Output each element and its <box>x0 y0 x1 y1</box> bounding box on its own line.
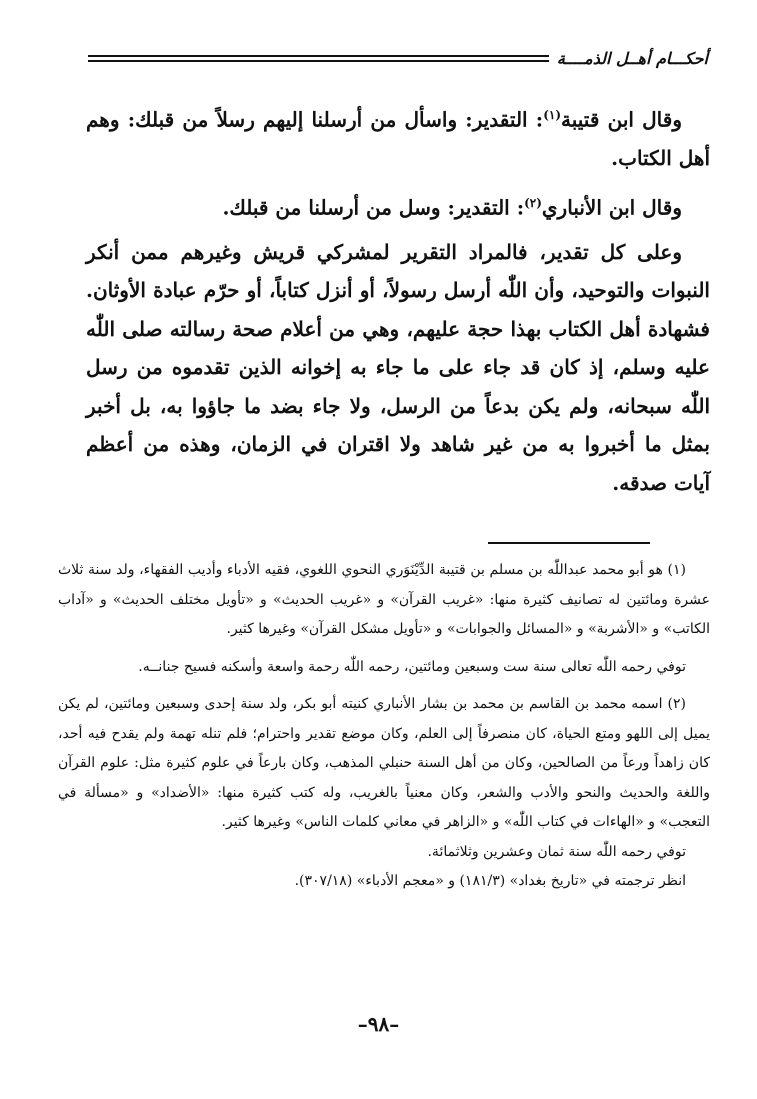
paragraph-ibn-qutaybah <box>86 96 710 178</box>
running-header <box>88 46 708 70</box>
footnote-2-sources: انظر ترجمته في «تاريخ بغداد» (١٨١/٣) و «معجم الأدباء» (٣٠٧/١٨). <box>294 873 686 889</box>
footnote-ref-2: (٢) <box>524 195 542 210</box>
paragraph-ibn-al-anbari <box>86 184 710 227</box>
footnote-1: (١) هو أبو محمد عبداللّٰه بن مسلم بن قتيبة الدِّيْنَوَري النحوي اللغوي، فقيه الأدباء وأديب الفقهاء، ولد سنة ثلاث عشرة ومائتين له تصانيف كثيرة منها: «غريب القرآن» و «غريب الحديث» و «تأويل مختلف الحديث» و «آداب الكاتب» و «الأشربة» و «المسائل والجوابات» و «تأويل مشكل القرآن» وغيرها كثير. <box>58 562 710 637</box>
footnote-1-death: توفي رحمه اللّٰه تعالى سنة ست وسبعين ومائتين، رحمه اللّٰه رحمة واسعة وأسكنه فسيح جنانــه. <box>138 658 686 675</box>
paragraph-conclusion: وعلى كل تقدير، فالمراد التقرير لمشركي قريش وغيرهم ممن أنكر النبوات والتوحيد، وأن اللّٰه أرسل رسولاً، أو أنزل كتاباً، أو حرّم عبادة الأوثان. فشهادة أهل الكتاب بهذا حجة عليهم، وهي من أعلام صحة رسالته صلى اللّٰه عليه وسلم، إذ كان قد جاء على ما جاء به إخوانه الذين تقدموه من رسل اللّٰه سبحانه، ولم يكن بدعاً من الرسل، ولا جاء بضد ما جاؤوا به، بل أخبر بمثل ما أخبروا به من غير شاهد ولا اقتران في الزمان، وهذه من أعظم آيات صدقه. <box>86 239 710 495</box>
header-title: أحكـــام أهــل الذمــــة <box>556 48 708 68</box>
paragraph-text: وقال ابن قتيبة <box>561 107 682 132</box>
footnote-2: (٢) اسمه محمد بن القاسم بن محمد بن بشار الأنباري كنيته أبو بكر، ولد سنة إحدى وسبعين ومائتين، لم يكن يميل إلى اللهو ومتع الحياة، كان منصرفاً إلى العلم، وكان موضع تقدير واحترام؛ فلم تنله تهمة ولم يقدح فيه أحد، كان زاهداً ورعاً من الصالحين، وكان من أهل السنة حنبلي المذهب، وكان بارعاً في علوم كثيرة مثل: علوم القرآن واللغة والحديث والنحو والأدب والشعر، وكان معنياً بالغريب، وله كتب كثيرة منها: «الأضداد» و «مسألة في التعجب» و «الهاءات في كتاب اللّٰه» و «الزاهر في معاني كلمات الناس» وغيرها كثير. <box>58 696 710 830</box>
header-double-rule <box>88 55 549 62</box>
paragraph-text: وقال ابن الأنباري <box>541 195 682 220</box>
main-text <box>86 96 710 508</box>
paragraph-text: : التقدير: واسأل من أرسلنا إليهم رسلاً من قبلك: وهم أهل الكتاب. <box>86 107 710 171</box>
footnote-separator <box>488 542 650 544</box>
paragraph-text: : التقدير: وسل من أرسلنا من قبلك. <box>222 195 525 220</box>
footnote-ref-1: (١) <box>543 108 562 122</box>
page-number: –٩٨– <box>357 1012 400 1036</box>
footnotes <box>58 556 710 897</box>
footnote-2-death: توفي رحمه اللّٰه سنة ثمان وعشرين وثلاثمائة. <box>427 843 686 860</box>
